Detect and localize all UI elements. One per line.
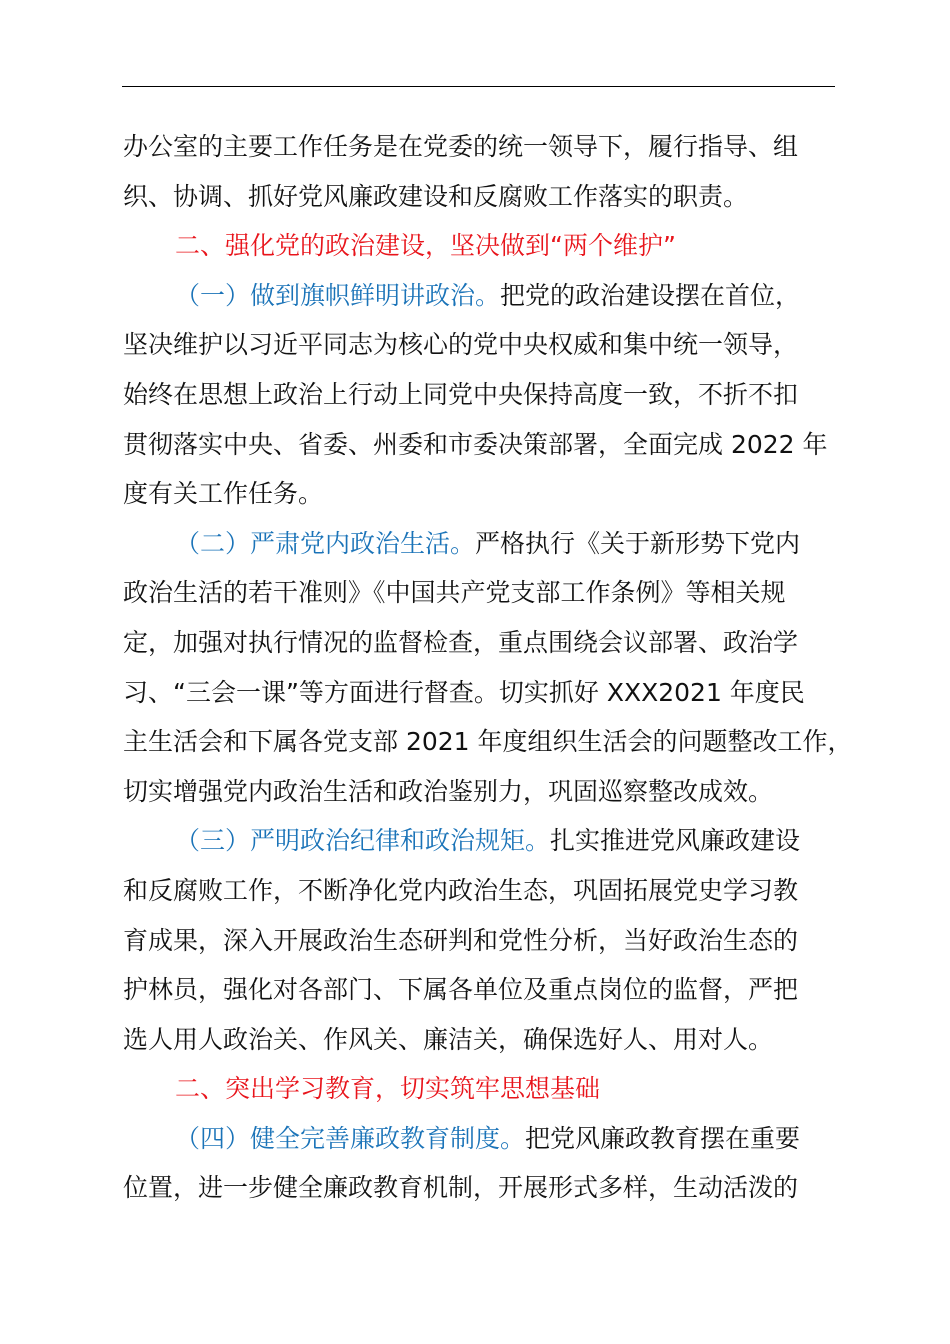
item2-text: 严格执行《关于新形势下党内 xyxy=(475,528,801,558)
paragraph-line: 选人用人政治关、作风关、廉洁关，确保选好人、用对人。 xyxy=(123,1024,774,1054)
paragraph-line: 坚决维护以习近平同志为核心的党中央权威和集中统一领导， xyxy=(123,330,799,360)
intro-line-1: 办公室的主要工作任务是在党委的统一领导下，履行指导、组 xyxy=(123,132,799,161)
paragraph-line: 度有关工作任务。 xyxy=(123,479,324,509)
section-heading-political-building: 二、强化党的政治建设，坚决做到“两个维护” xyxy=(175,231,676,261)
header-rule xyxy=(122,86,835,87)
paragraph-line: 主生活会和下属各党支部 2021 年度组织生活会的问题整改工作， xyxy=(123,727,853,757)
intro-line-2: 织、协调、抓好党风廉政建设和反腐败工作落实的职责。 xyxy=(123,181,749,211)
item1-title: （一）做到旗帜鲜明讲政治。 xyxy=(175,280,501,310)
paragraph-line: 贯彻落实中央、省委、州委和市委决策部署，全面完成 2022 年 xyxy=(123,429,828,459)
item4-text: 把党风廉政教育摆在重要 xyxy=(525,1123,801,1153)
paragraph-line: 位置，进一步健全廉政教育机制，开展形式多样，生动活泼的 xyxy=(123,1173,799,1203)
paragraph-line: 护林员，强化对各部门、下属各单位及重点岗位的监督，严把 xyxy=(123,975,799,1005)
item2-title: （二）严肃党内政治生活。 xyxy=(175,528,476,558)
paragraph-line: 育成果，深入开展政治生态研判和党性分析，当好政治生态的 xyxy=(123,925,799,955)
document-body xyxy=(123,122,853,1213)
paragraph-line: 习、“三会一课”等方面进行督查。切实抓好 XXX2021 年度民 xyxy=(123,677,805,707)
item4-first-line xyxy=(123,1114,835,1164)
paragraph-line: 政治生活的若干准则》《中国共产党支部工作条例》等相关规 xyxy=(123,578,786,608)
item3-text: 扎实推进党风廉政建设 xyxy=(550,826,801,856)
paragraph-line: 定，加强对执行情况的监督检查，重点围绕会议部署、政治学 xyxy=(123,627,799,657)
paragraph-line: 切实增强党内政治生活和政治鉴别力，巩固巡察整改成效。 xyxy=(123,776,774,806)
item3-first-line xyxy=(123,816,835,866)
item4-title: （四）健全完善廉政教育制度。 xyxy=(175,1123,526,1153)
item2-first-line xyxy=(123,519,835,569)
item1-first-line xyxy=(123,271,835,321)
paragraph-line: 和反腐败工作，不断净化党内政治生态，巩固拓展党史学习教 xyxy=(123,875,799,905)
item3-title: （三）严明政治纪律和政治规矩。 xyxy=(175,826,551,856)
section-heading-study-education: 二、突出学习教育，切实筑牢思想基础 xyxy=(175,1074,601,1104)
item1-text: 把党的政治建设摆在首位， xyxy=(500,280,801,310)
paragraph-line: 始终在思想上政治上行动上同党中央保持高度一致，不折不扣 xyxy=(123,379,799,409)
